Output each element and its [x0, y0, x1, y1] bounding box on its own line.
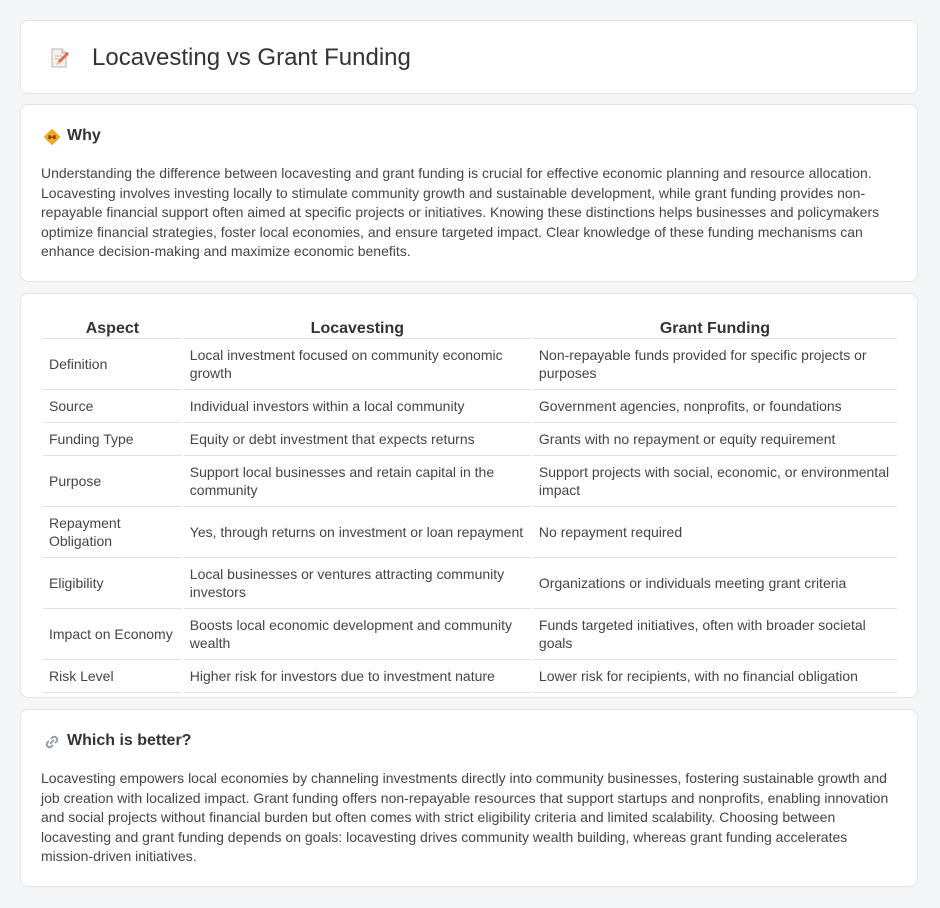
page-title: Locavesting vs Grant Funding — [92, 44, 411, 71]
aspect-cell: Risk Level — [43, 660, 182, 693]
locavesting-cell: Yes, through returns on investment or loan repayment — [184, 507, 531, 558]
table-row — [43, 609, 897, 660]
table-row — [43, 390, 897, 423]
comparison-section — [20, 293, 918, 698]
grant-funding-cell: No repayment required — [533, 507, 897, 558]
locavesting-cell: Higher risk for investors due to investment nature — [184, 660, 531, 693]
header-aspect: Aspect — [43, 316, 182, 339]
aspect-cell: Repayment Obligation — [43, 507, 182, 558]
table-row — [43, 339, 897, 390]
aspect-cell: Eligibility — [43, 558, 182, 609]
aspect-cell: Definition — [43, 339, 182, 390]
table-row — [43, 456, 897, 507]
table-row — [43, 558, 897, 609]
grant-funding-cell: Non-repayable funds provided for specific projects or purposes — [533, 339, 897, 390]
aspect-cell: Funding Type — [43, 423, 182, 456]
grant-funding-cell: Grants with no repayment or equity requirement — [533, 423, 897, 456]
road-sign-icon — [43, 128, 61, 146]
header-locavesting: Locavesting — [184, 316, 531, 339]
which-is-better-section — [20, 709, 918, 887]
table-row — [43, 660, 897, 693]
locavesting-cell: Support local businesses and retain capital in the community — [184, 456, 531, 507]
grant-funding-cell: Funds targeted initiatives, often with broader societal goals — [533, 609, 897, 660]
aspect-cell: Source — [43, 390, 182, 423]
header-card — [20, 20, 918, 94]
locavesting-cell: Boosts local economic development and community wealth — [184, 609, 531, 660]
link-icon — [43, 733, 61, 751]
which-is-better-text: Locavesting empowers local economies by channeling investments directly into community businesses, fostering sustainable growth and job creation with localized impact. Grant funding offers non-repayable resources that support startups and nonprofits, enabling innovation and social projects without financial burden but often comes with strict eligibility criteria and limited scalability. Choosing between locavesting and grant funding depends on goals: locavesting drives community wealth building, whereas grant funding accelerates mission-driven initiatives. — [41, 770, 889, 865]
grant-funding-cell: Government agencies, nonprofits, or foundations — [533, 390, 897, 423]
aspect-cell: Impact on Economy — [43, 609, 182, 660]
table-header-row — [43, 316, 897, 339]
which-is-better-heading: Which is better? — [67, 732, 192, 749]
why-heading: Why — [67, 127, 101, 144]
locavesting-cell: Individual investors within a local community — [184, 390, 531, 423]
locavesting-cell: Local investment focused on community economic growth — [184, 339, 531, 390]
table-row — [43, 423, 897, 456]
why-section — [20, 104, 918, 282]
table-row — [43, 507, 897, 558]
grant-funding-cell: Lower risk for recipients, with no financial obligation — [533, 660, 897, 693]
comparison-table — [41, 316, 899, 693]
grant-funding-cell: Organizations or individuals meeting grant criteria — [533, 558, 897, 609]
aspect-cell: Purpose — [43, 456, 182, 507]
grant-funding-cell: Support projects with social, economic, or environmental impact — [533, 456, 897, 507]
document-pencil-icon — [47, 46, 71, 70]
why-text: Understanding the difference between locavesting and grant funding is crucial for effective economic planning and resource allocation. Locavesting involves investing locally to stimulate community growth and sustainable development, while grant funding provides non-repayable financial support often aimed at specific projects or initiatives. Knowing these distinctions helps businesses and policymakers optimize financial strategies, foster local economies, and ensure targeted impact. Clear knowledge of these funding mechanisms can enhance decision-making and maximize economic benefits. — [41, 165, 880, 260]
header-grant-funding: Grant Funding — [533, 316, 897, 339]
locavesting-cell: Local businesses or ventures attracting community investors — [184, 558, 531, 609]
locavesting-cell: Equity or debt investment that expects returns — [184, 423, 531, 456]
